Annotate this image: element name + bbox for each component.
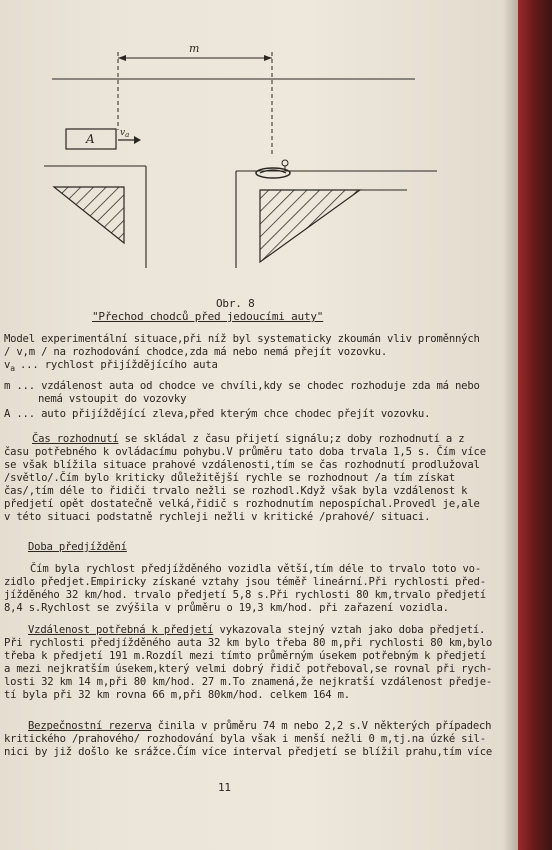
label-m: m bbox=[189, 42, 200, 55]
body-line: kritického /prahového/ rozhodování byla však i menší nežli 0 m,tj.na úzké sil- bbox=[4, 733, 486, 745]
body-line: 8,4 s.Rychlost se zvýšila v průměru o 19,3 km/hod. při zařazení vozidla. bbox=[4, 602, 449, 614]
body-line: Model experimentální situace,při níž byl systematicky zkoumán vliv proměnných bbox=[4, 333, 480, 345]
legend-m-line: nemá vstoupit do vozovky bbox=[38, 393, 187, 405]
body-line: se však blížila situace prahové vzdálenosti,tím se čas rozhodnutí prodlužoval bbox=[4, 459, 480, 471]
section-heading: Vzdálenost potřebná k předjetí bbox=[28, 624, 214, 636]
legend-a-line: A ... auto přijíždějící zleva,před kterým chce chodec přejít vozovku. bbox=[4, 408, 431, 420]
section-vzdalenost-first-line: Vzdálenost potřebná k předjetí vykazovala stejný vztah jako doba předjetí. bbox=[28, 624, 486, 636]
body-line: předjetí opět dostatečně velká,řidič s rozhodnutím nepospíchal.Provedl je,ale bbox=[4, 498, 480, 510]
body-line: /světlo/.Čím bylo kriticky důležitější rychle se rozhodnout /a tím získat bbox=[4, 472, 455, 484]
body-line: třeba k předjetí 191 m.Rozdíl mezi tímto průměrným úsekem potřebným k předjetí bbox=[4, 650, 486, 662]
section-rezerva-first-line: Bezpečnostní rezerva činila v průměru 74 m nebo 2,2 s.V některých případech bbox=[28, 720, 492, 732]
body-line: tí byla při 32 km rovna 66 m,při 80km/hod. celkem 164 m. bbox=[4, 689, 350, 701]
legend-m-line: m ... vzdálenost auta od chodce ve chvíli,kdy se chodec rozhoduje zda má nebo bbox=[4, 380, 480, 392]
body-line: Při rychlosti předjížděného auta 32 km bylo třeba 80 m,při rychlosti 80 km,bylo bbox=[4, 637, 493, 649]
section-heading: Doba předjíždění bbox=[28, 541, 127, 553]
section-cas-first-line: Čas rozhodnutí se skládal z času přijetí signálu;z doby rozhodnutí a z bbox=[32, 433, 465, 445]
body-line: jížděného 32 km/hod. trvalo předjetí 5,8 s.Při rychlosti 80 km,trvalo předjetí bbox=[4, 589, 486, 601]
body-line: Čím byla rychlost předjížděného vozidla větší,tím déle to trvalo toto vo- bbox=[30, 563, 481, 575]
body-line: losti 32 km 14 m,při 80 km/hod. 27 m.To znamená,že nejkratší vzdálenost předje- bbox=[4, 676, 493, 688]
legend-va-text: ... rychlost přijíždějícího auta bbox=[20, 359, 218, 371]
body-line: času potřebného k ovládacímu pohybu.V průměru tato doba trvala 1,5 s. Čím více bbox=[4, 446, 486, 458]
section-heading: Čas rozhodnutí bbox=[32, 433, 119, 445]
body-line: zidlo předjet.Empiricky získané vztahy jsou téměř lineární.Při rychlosti před- bbox=[4, 576, 486, 588]
label-speed: $v_a$ bbox=[120, 128, 130, 139]
figure-title: "Přechod chodců před jedoucími auty" bbox=[92, 310, 324, 323]
label-car: A bbox=[86, 132, 95, 146]
body-line: nici by již došlo ke srážce.Čím více interval předjetí se blížil prahu,tím více bbox=[4, 746, 493, 758]
body-line: v této situaci podstatně rychleji nežli v kritické /prahové/ situaci. bbox=[4, 511, 431, 523]
legend-va-symbol: $v_a$ bbox=[4, 359, 15, 374]
body-line: čas/,tím déle to řidiči trvalo nežli se rozhodl.Když však byla vzdálenost k bbox=[4, 485, 468, 497]
figure-number: Obr. 8 bbox=[216, 297, 255, 310]
body-line: / v,m / na rozhodování chodce,zda má nebo nemá přejít vozovku. bbox=[4, 346, 388, 358]
page-number: 11 bbox=[218, 781, 231, 794]
building-right-hatch bbox=[260, 190, 360, 262]
crossing-diagram bbox=[0, 0, 552, 300]
building-left-hatch bbox=[54, 187, 124, 243]
section-heading: Bezpečnostní rezerva bbox=[28, 720, 152, 732]
pedestrian-icon bbox=[256, 160, 290, 178]
body-line: a mezi nejkratším úsekem,který velmi dobrý řidič potřeboval,se rovnal při rych- bbox=[4, 663, 493, 675]
